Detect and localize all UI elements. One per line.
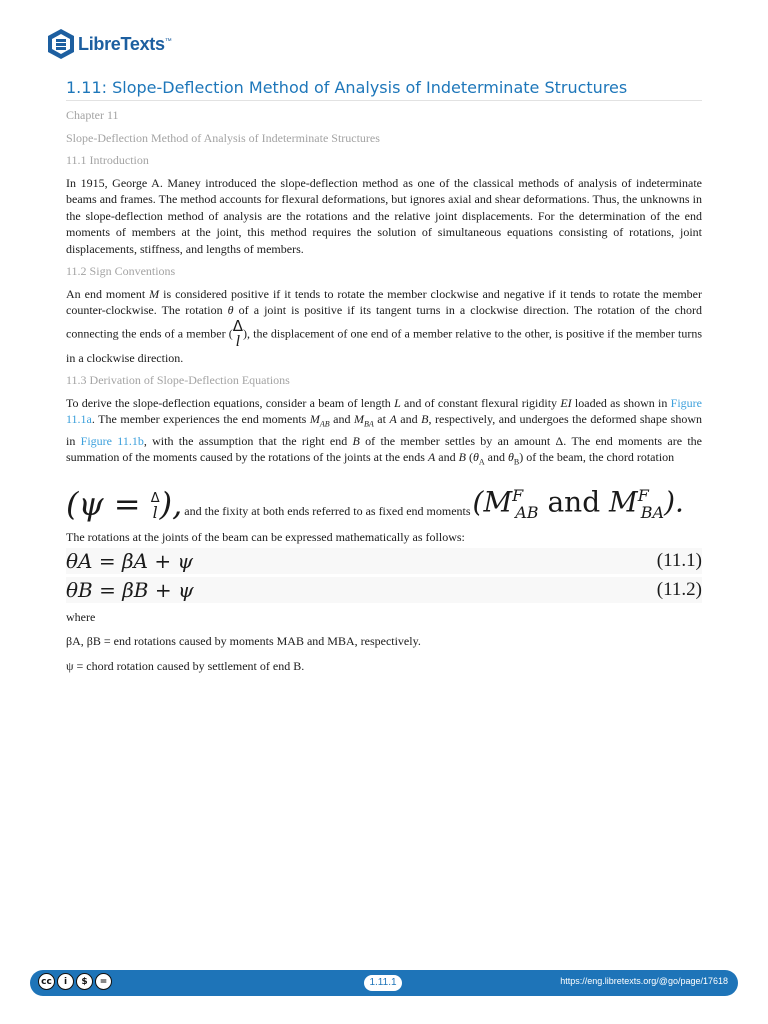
libretexts-logo[interactable] xyxy=(46,27,171,61)
equation-11-1-expression: θA = βA + ψ xyxy=(66,548,194,573)
sign-conventions-paragraph: An end moment M is considered positive if it tends to rotate the member clockwise and negative if it tends to rotate the member counter-clockwise. The rotation θ of a joint is positive if its tangent turns in a clockwise direction. The rotation of the chord connecting the ends of a member ( Δ l ), the displacement of one end of a member relative to the other, is positive if the member turns in a clockwise direction. xyxy=(66,286,703,365)
page-number: 1.11.1 xyxy=(364,975,402,991)
psi-formula: (ψ = Δ l ), xyxy=(66,485,183,524)
cc-icon: cc xyxy=(38,973,55,990)
delta-over-l-fraction: Δ l xyxy=(232,316,243,350)
section-heading-derivation: 11.3 Derivation of Slope-Deflection Equations xyxy=(66,373,290,387)
creative-commons-license[interactable] xyxy=(38,973,114,990)
fixity-text: and the fixity at both ends referred to as fixed end moments xyxy=(184,503,471,518)
by-icon: i xyxy=(57,973,74,990)
equation-11-1-number: (11.1) xyxy=(656,549,702,571)
page-footer xyxy=(30,970,738,996)
section-heading-sign-conventions: 11.2 Sign Conventions xyxy=(66,264,176,278)
chord-rotation-equation-line xyxy=(66,477,702,524)
page-content xyxy=(66,107,702,674)
rotations-intro: The rotations at the joints of the beam can be expressed mathematically as follows: xyxy=(66,530,465,545)
equation-11-2-number: (11.2) xyxy=(656,578,702,600)
where-label: where xyxy=(66,609,96,624)
figure-11-1b-link[interactable]: Figure 11.1b xyxy=(80,433,144,448)
equation-11-1 xyxy=(66,548,702,574)
fixed-end-moments-formula: ($M^F_{AB}$ and $M^F_{BA}$). xyxy=(472,485,684,522)
sa-icon: = xyxy=(95,973,112,990)
chapter-label: Chapter 11 xyxy=(66,108,119,122)
equation-11-2 xyxy=(66,577,702,603)
derivation-paragraph: To derive the slope-deflection equations, consider a beam of length L and of constant flexural rigidity EI loaded as shown in Figure 11.1a. The member experiences the end moments $M_{AB}$ and $M_{BA}$ at A and B, respectively, and undergoes the deformed shape shown in Figure 11.1b, with the assumption that the right end B of the member settles by an amount Δ. The end moments are the summation of the moments caused by the rotations of the joints at the ends A and B ($\theta_A$ and $\theta_B$) of the beam, the chord rotation xyxy=(66,395,703,467)
page-url-link[interactable]: https://eng.libretexts.org/@go/page/17618 xyxy=(560,976,728,986)
beta-definition: βA, βB = end rotations caused by moments MAB and MBA, respectively. xyxy=(66,634,421,649)
figure-11-1a-link[interactable]: Figure 11.1a xyxy=(66,395,702,426)
logo-text: LibreTexts™ xyxy=(78,33,172,54)
libretexts-logo-icon xyxy=(46,28,76,60)
nc-icon: $ xyxy=(76,973,93,990)
page-title: 1.11: Slope-Deflection Method of Analysis of Indeterminate Structures xyxy=(66,78,702,101)
chapter-title: Slope-Deflection Method of Analysis of Indeterminate Structures xyxy=(66,130,380,145)
introduction-paragraph: In 1915, George A. Maney introduced the slope-deflection method as one of the classical methods of analysis of indeterminate beams and frames. The method accounts for flexural deformations, but ignores axial and shear deformations. Thus, the unknowns in the slope-deflection method of analysis are the rotations and the relative joint displacements. For the determination of the end moments of members at the joint, this method requires the solution of simultaneous equations consisting of rotations, joint displacements, stiffness, and lengths of members. xyxy=(66,175,702,256)
section-heading-introduction: 11.1 Introduction xyxy=(66,153,149,167)
psi-definition: ψ = chord rotation caused by settlement of end B. xyxy=(66,658,305,673)
equation-11-2-expression: θB = βB + ψ xyxy=(66,577,194,602)
